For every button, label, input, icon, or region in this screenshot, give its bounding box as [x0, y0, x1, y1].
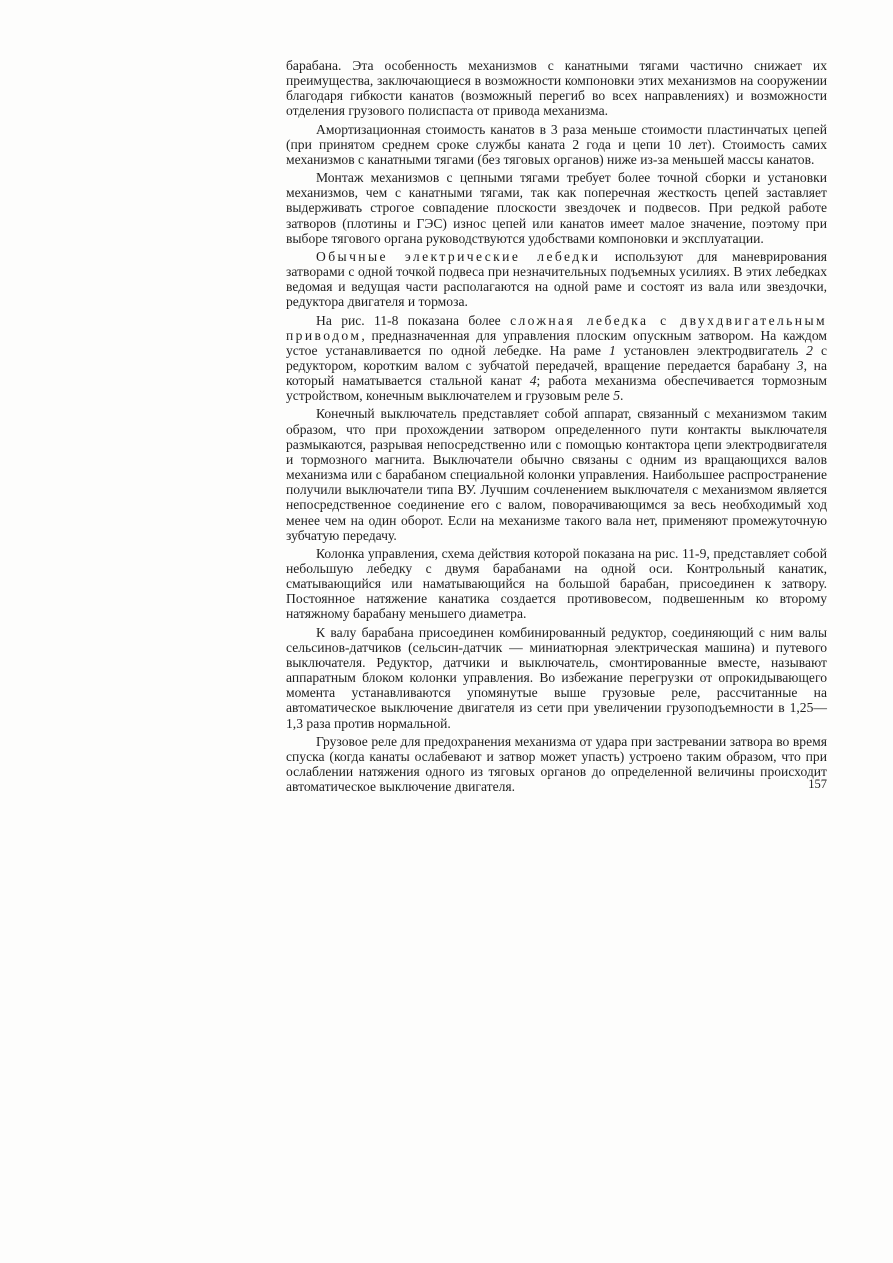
- text-run: Грузовое реле для предохранения механизма от удара при застревании затвора во время спуска (когда канаты ослабевают и затвор может упасть) устроено таким образом, что при ослаблении натяжения одного из тяговых органов до определенной величины происходит автоматическое выключение двигателя.: [286, 733, 827, 795]
- figure-label: 4: [529, 373, 537, 389]
- figure-label: 5: [613, 388, 621, 404]
- figure-label: 1: [609, 342, 616, 358]
- text-run: Амортизационная стоимость канатов в 3 раза меньше стоимости пластинчатых цепей (при принятом среднем сроке службы каната 2 года и цепи 10 лет). Стоимость самих механизмов с канатными тягами (без тяговых органов) ниже из-за меньшей массы канатов.: [286, 121, 827, 167]
- page-number: 157: [808, 777, 827, 791]
- text-run: .: [620, 388, 624, 404]
- text-run: К валу барабана присоединен комбинированный редуктор, соединяющий с ним валы сельсинов-датчиков (сельсин-датчик — миниатюрная электрическая машина) и путевого выключателя. Редуктор, датчики и выключатель, смонтированные вместе, называют аппаратным блоком колонки управления. Во избежание перегрузки от опрокидывающего момента устанавливаются упомянутые выше грузовые реле, рассчитанные на автоматическое выключение двигателя из сети при увеличении грузоподъемности в 1,25—1,3 раза против нормальной.: [286, 624, 827, 731]
- spaced-emphasis-text: сложная лебедка с двухдвигательным приводом: [286, 312, 827, 343]
- paragraph: [286, 170, 827, 246]
- text-run: ; работа механизма обеспечивается тормозным устройством, конечным выключателем и грузовым реле: [286, 373, 827, 404]
- text-run: На рис. 11-8 показана более: [316, 312, 511, 328]
- text-run: используют для маневрирования затворами с одной точкой подвеса при незначительных подъемных усилиях. В этих лебедках ведомая и ведущая части располагаются на одной раме и состоят из вала или звездочки, редуктора двигателя и тормоза.: [286, 248, 827, 310]
- paragraph: [286, 625, 827, 731]
- text-run: Колонка управления, схема действия которой показана на рис. 11-9, представляет собой небольшую лебедку с двумя барабанами на одной оси. Контрольный канатик, сматывающийся или наматывающийся на большой барабан, присоединен к затвору. Постоянное натяжение канатика создается противовесом, подвешенным ко второму натяжному барабану меньшего диаметра.: [286, 545, 827, 622]
- figure-label: 3: [796, 357, 804, 373]
- paragraph: [286, 58, 827, 119]
- paragraph: [286, 122, 827, 167]
- paragraph: [286, 406, 827, 542]
- spaced-emphasis-text: Обычные электрические лебедки: [316, 248, 601, 264]
- paragraph: [286, 313, 827, 404]
- figure-label: 2: [806, 342, 813, 358]
- text-run: Монтаж механизмов с цепными тягами требует более точной сборки и установки механизмов, чем с канатными тягами, так как поперечная жесткость цепей заставляет выдерживать строгое совпадение плоскости звездочек и подвесов. При редкой работе затворов (плотины и ГЭС) износ цепей или канатов имеет малое значение, поэтому при выборе тягового органа руководствуются удобствами компоновки и эксплуатации.: [286, 170, 827, 246]
- text-run: Конечный выключатель представляет собой аппарат, связанный с механизмом таким образом, что при прохождении затвором определенного пути контакты выключателя размыкаются, разрывая непосредственно или с помощью контактора цепи электродвигателя и тормозного магнита. Выключатели обычно связаны с одним из вращающихся валов механизма или с барабаном специальной колонки управления. Наибольшее распространение получили выключатели типа ВУ. Лучшим сочленением выключателя с механизмом является непосредственное соединение его с валом, поворачивающимся за весь необходимый ход менее чем на один оборот. Если на механизме такого вала нет, применяют промежуточную зубчатую передачу.: [286, 406, 827, 543]
- text-run: , на который наматывается стальной канат: [286, 357, 827, 389]
- body-text: [286, 58, 827, 794]
- text-run: установлен электродвигатель: [615, 342, 807, 358]
- paragraph: [286, 546, 827, 622]
- text-run: , предназначенная для управления плоским опускным затвором. На каждом устое устанавливается по одной лебедке. На раме: [286, 327, 827, 358]
- paragraph: [286, 734, 827, 795]
- text-run: с редуктором, коротким валом с зубчатой передачей, вращение передается барабану: [286, 342, 827, 373]
- text-run: барабана. Эта особенность механизмов с канатными тягами частично снижает их преимущества, заключающиеся в возможности компоновки этих механизмов на сооружении благодаря гибкости канатов (возможный перегиб во всех направлениях) и возможности отделения грузового полиспаста от привода механизма.: [286, 58, 827, 119]
- paragraph: [286, 249, 827, 310]
